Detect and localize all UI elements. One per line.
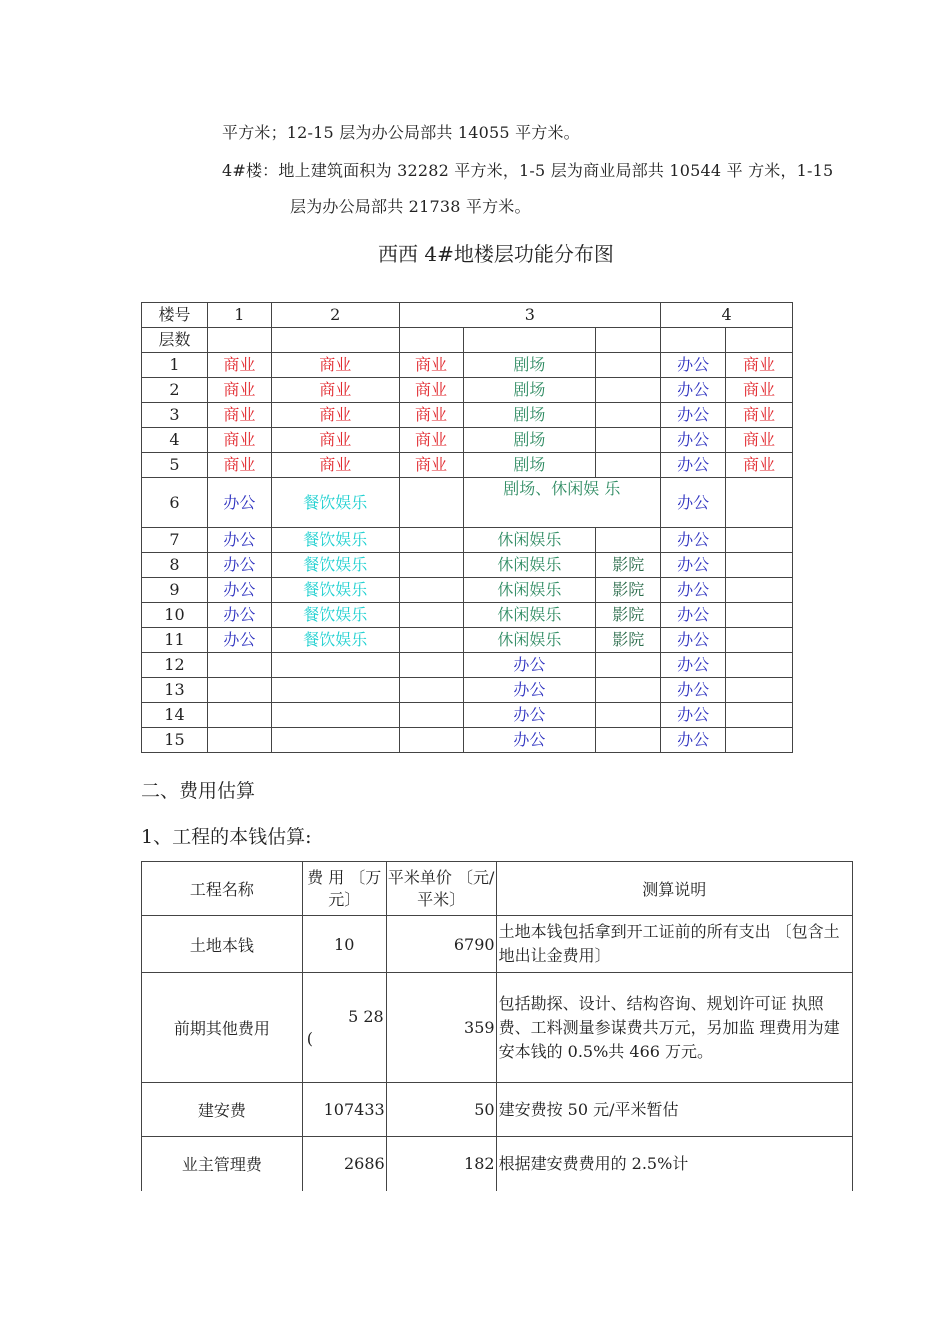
table-row: 9 办公 餐饮娱乐 休闲娱乐 影院 办公 — [142, 578, 793, 603]
floor-number: 13 — [142, 678, 208, 703]
table-row: 3 商业 商业 商业 剧场 办公 商业 — [142, 403, 793, 428]
table-row: 6 办公 餐饮娱乐 剧场、休闲娱 乐 办公 — [142, 478, 793, 528]
header-fee: 费 用 〔万元〕 — [302, 862, 386, 916]
intro-line-1: 平方米；12-15 层为办公局部共 14055 平方米。 — [222, 123, 580, 142]
floor-number: 12 — [142, 653, 208, 678]
cost-estimate-table — [141, 861, 853, 1191]
cost-note: 建安费按 50 元/平米暂估 — [496, 1083, 852, 1137]
building-header-label: 楼号 — [142, 303, 208, 328]
cost-note: 土地本钱包括拿到开工证前的所有支出 〔包含土地出让金费用〕 — [496, 916, 852, 973]
floor-number: 10 — [142, 603, 208, 628]
floor-number: 1 — [142, 353, 208, 378]
cost-unit: 6790 — [386, 916, 496, 973]
cost-unit: 50 — [386, 1083, 496, 1137]
header-project-name: 工程名称 — [142, 862, 303, 916]
table-row: 13 办公 办公 — [142, 678, 793, 703]
floor-number: 11 — [142, 628, 208, 653]
floor-number: 5 — [142, 453, 208, 478]
building-1-header: 1 — [207, 303, 271, 328]
floor-number: 14 — [142, 703, 208, 728]
cost-fee: 2686 — [302, 1137, 386, 1191]
cost-note: 根据建安费费用的 2.5%计 — [496, 1137, 852, 1191]
table-row: 1 商业 商业 商业 剧场 办公 商业 — [142, 353, 793, 378]
floor-function-table — [141, 302, 793, 753]
cost-name: 建安费 — [142, 1083, 303, 1137]
cost-unit: 182 — [386, 1137, 496, 1191]
table-row — [142, 973, 853, 1083]
cost-fee-value: 5 28 — [348, 1007, 384, 1026]
floor-table-title: 西西 4#地楼层功能分布图 — [378, 242, 614, 266]
header-unit-price: 平米单价 〔元/平米〕 — [386, 862, 496, 916]
building-3-header: 3 — [399, 303, 661, 328]
section-heading: 二、费用估算 — [141, 780, 256, 802]
intro-line-2: 4#楼：地上建筑面积为 32282 平方米，1-5 层为商业局部共 10544 平 方米，1-15 — [222, 161, 834, 180]
cost-note: 包括勘探、设计、结构咨询、规划许可证 执照费、工料测量参谋费共万元，另加监 理费用为建安本钱的 0.5%共 466 万元。 — [496, 973, 852, 1083]
table-row: 8 办公 餐饮娱乐 休闲娱乐 影院 办公 — [142, 553, 793, 578]
floor-number: 6 — [142, 478, 208, 528]
table-row: 4 商业 商业 商业 剧场 办公 商业 — [142, 428, 793, 453]
cost-name: 土地本钱 — [142, 916, 303, 973]
table-row: 5 商业 商业 商业 剧场 办公 商业 — [142, 453, 793, 478]
table-row: 7 办公 餐饮娱乐 休闲娱乐 办公 — [142, 528, 793, 553]
floor-number: 8 — [142, 553, 208, 578]
cost-fee: 107433 — [302, 1083, 386, 1137]
table-row — [142, 303, 793, 328]
table-row: 11 办公 餐饮娱乐 休闲娱乐 影院 办公 — [142, 628, 793, 653]
building-4-header: 4 — [661, 303, 793, 328]
cost-fee-mark: ( — [306, 1029, 313, 1048]
floor-number: 15 — [142, 728, 208, 753]
cost-unit: 359 — [386, 973, 496, 1083]
table-row — [142, 328, 793, 353]
table-row — [142, 1137, 853, 1191]
floor-number: 9 — [142, 578, 208, 603]
table-row: 12 办公 办公 — [142, 653, 793, 678]
table-row — [142, 916, 853, 973]
cost-fee — [302, 973, 386, 1083]
floor-number: 4 — [142, 428, 208, 453]
table-row: 10 办公 餐饮娱乐 休闲娱乐 影院 办公 — [142, 603, 793, 628]
floor-header-label: 层数 — [142, 328, 208, 353]
floor-number: 7 — [142, 528, 208, 553]
subsection-heading: 1、工程的本钱估算: — [141, 826, 312, 848]
floor-number: 2 — [142, 378, 208, 403]
intro-line-3: 层为办公局部共 21738 平方米。 — [290, 197, 531, 216]
cost-name: 前期其他费用 — [142, 973, 303, 1083]
table-row — [142, 1083, 853, 1137]
header-note: 测算说明 — [496, 862, 852, 916]
cost-name: 业主管理费 — [142, 1137, 303, 1191]
cost-fee: 10 — [302, 916, 386, 973]
table-row: 2 商业 商业 商业 剧场 办公 商业 — [142, 378, 793, 403]
building-2-header: 2 — [271, 303, 399, 328]
table-row: 14 办公 办公 — [142, 703, 793, 728]
floor-number: 3 — [142, 403, 208, 428]
table-row — [142, 862, 853, 916]
table-row: 15 办公 办公 — [142, 728, 793, 753]
